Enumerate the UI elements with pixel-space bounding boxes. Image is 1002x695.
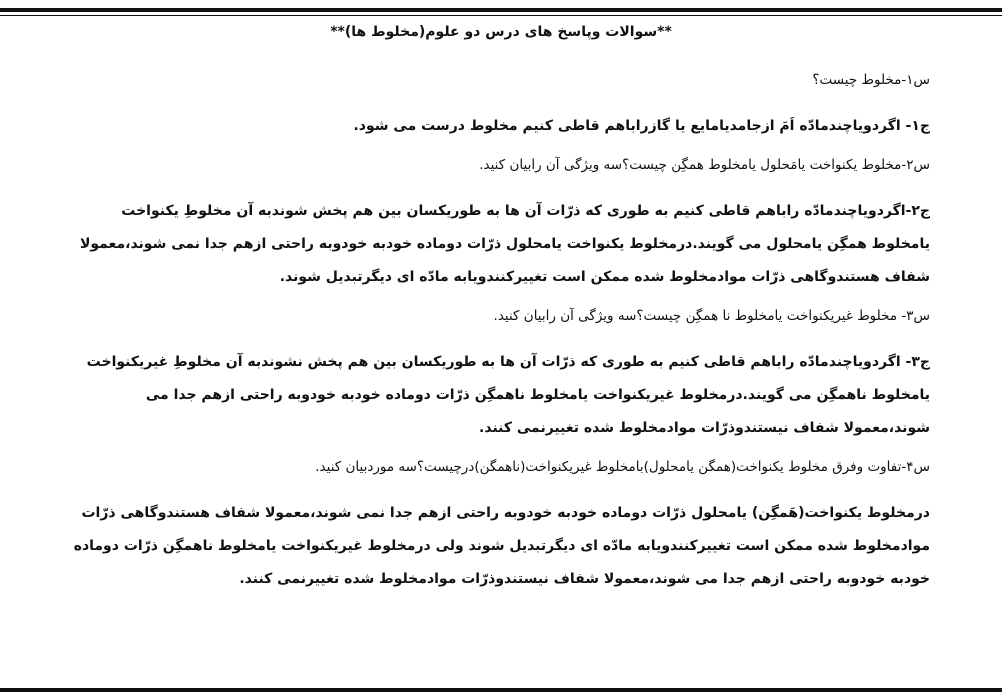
answer-1: ج۱- اگردویاچندمادّه اَمَ ازجامدیامایع یا گازراباهم قاطی کنیم مخلوط درست می شود.: [353, 118, 930, 134]
question-1: س۱-مخلوط چیست؟: [812, 72, 930, 88]
top-rule: [0, 8, 1002, 12]
top-rule-thin: [0, 15, 1002, 16]
answer-3: ج۳- اگردویاچندمادّه راباهم قاطی کنیم به طوری که ذرّات آن ها به طوریکسان بین هم پخش نشوندبه آن مخلوطِ غیریکنواخت یامخلوط ناهمگِن می گویند.درمخلوط غیریکنواخت یامخلوط ناهمگِن ذرّات دوماده خودبه خودوبه راحتی ازهم جدا می شوند،معمولا شفاف نیستندوذرّات موادمخلوط شده تغییرنمی کنند.: [86, 354, 930, 436]
question-3: س۳- مخلوط غیریکنواخت یامخلوط نا همگِن چیست؟سه ویژگی آن رابیان کنید.: [493, 308, 930, 324]
answer-4: درمخلوط یکنواخت(هَمگِن) یامحلول ذرّات دوماده خودبه خودوبه راحتی ازهم جدا نمی شوند،معمولا شفاف هستندوگاهی ذرّات موادمخلوط شده ممکن است تغییرکنندویابه مادّه ای دیگرتبدیل شوند ولی درمخلوط غیریکنواخت یامخلوط ناهمگِن ذرّات دوماده خودبه خودوبه راحتی ازهم جدا می شوند،معمولا شفاف نیستندوذرّات موادمخلوط شده تغییرنمی کنند.: [73, 505, 930, 587]
bottom-rule: [0, 688, 1002, 692]
question-2: س۲-مخلوط یکنواخت یامَحلول یامخلوط همگِن چیست؟سه ویژگی آن رابیان کنید.: [479, 157, 930, 173]
qa-content: [72, 68, 930, 606]
answer-2: ج۲-اگردویاچندمادّه راباهم قاطی کنیم به طوری که ذرّات آن ها به طوریکسان بین هم پخش شوندبه آن مخلوطِ یکنواخت یامخلوط همگِن یامحلول می گویند.درمخلوط یکنواخت یامحلول ذرّات دوماده خودبه خودوبه راحتی ازهم جدا نمی شوند،معمولا شفاف هستندوگاهی ذرّات موادمخلوط شده ممکن است تغییرکنندویابه مادّه ای دیگرتبدیل شوند.: [79, 203, 930, 285]
page-title: **سوالات وپاسخ های درس دو علوم(مخلوط ها)**: [330, 24, 672, 40]
question-4: س۴-تفاوت وفرق مخلوط یکنواخت(همگن یامحلول)بامخلوط غیریکنواخت(ناهمگن)درچیست؟سه موردبیان کنید.: [315, 459, 930, 475]
